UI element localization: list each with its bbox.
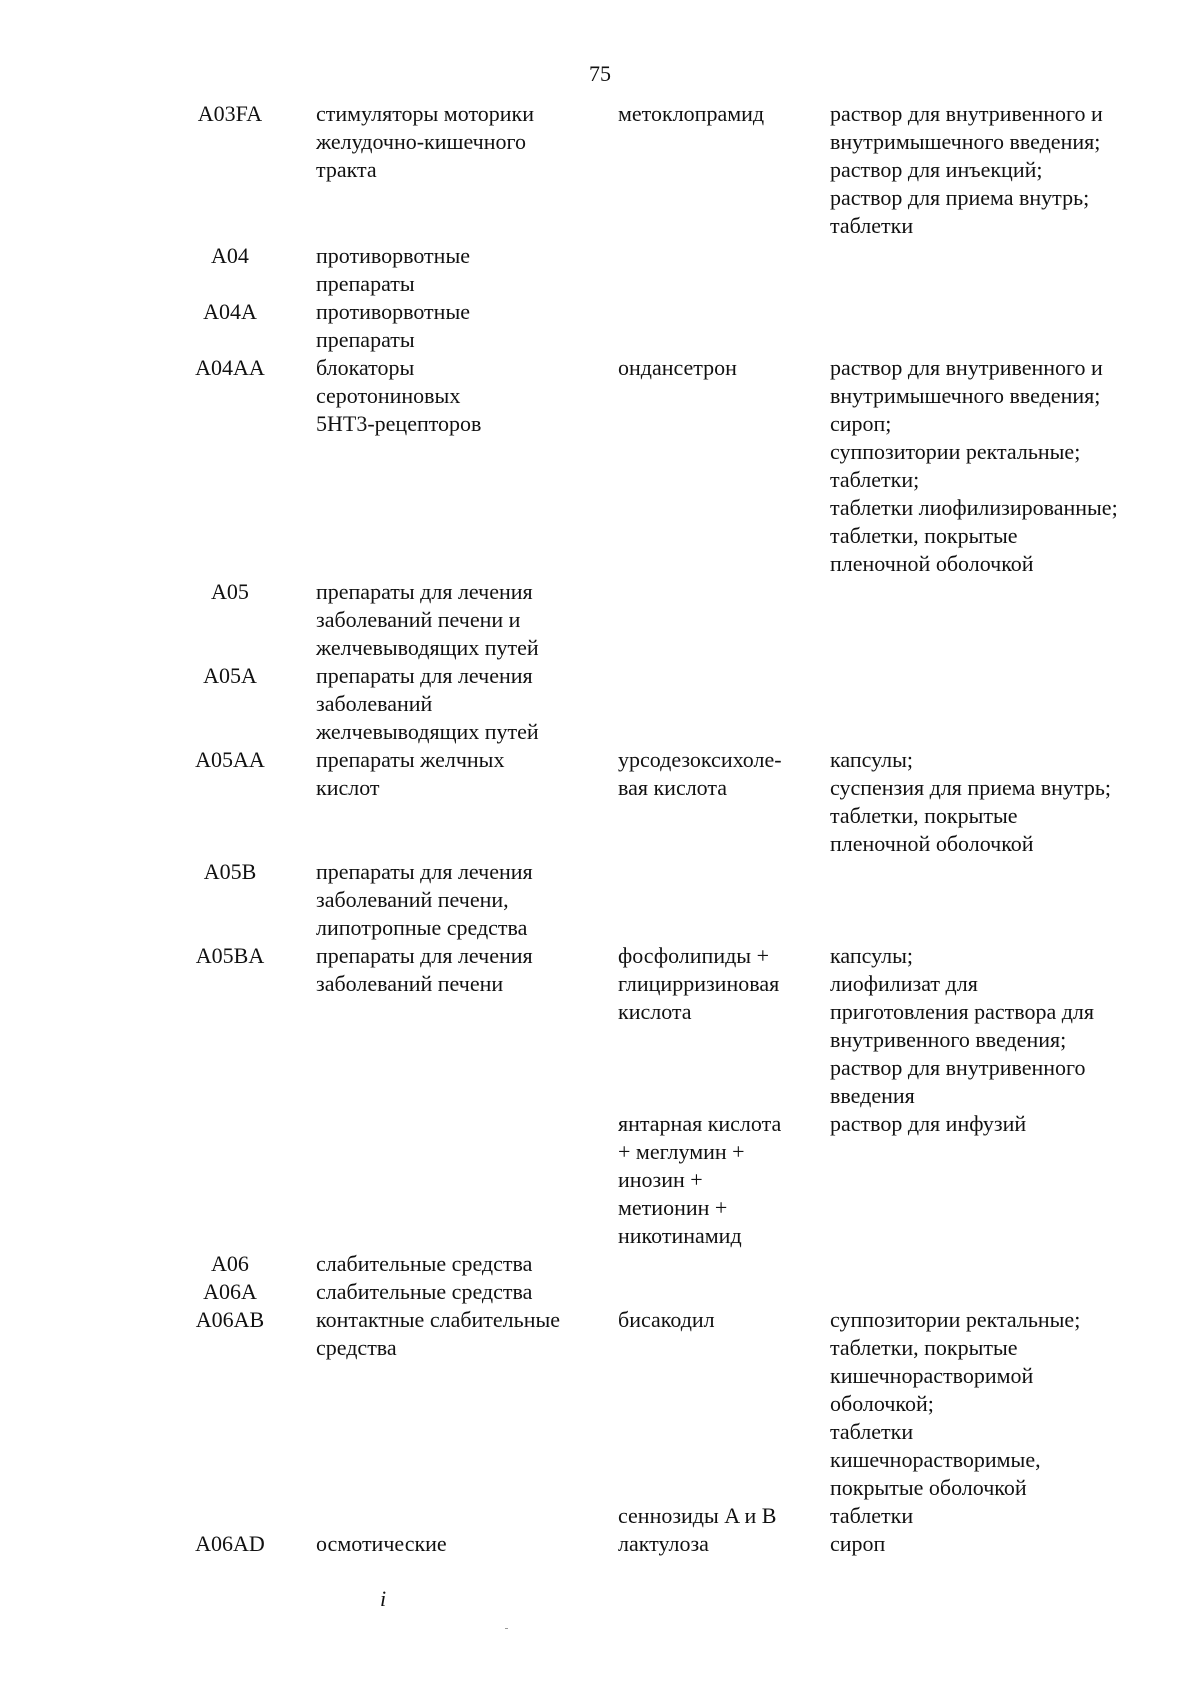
group-name: блокаторы серотониновых 5HT3-рецепторов — [316, 355, 482, 436]
drug-name: фосфолипиды + глицирризиновая кислота — [618, 943, 780, 1024]
atc-code: A04AA — [195, 355, 265, 380]
dosage-forms: капсулы; лиофилизат для приготовления раствора для внутривенного введения; раствор для внутривенного введения — [830, 943, 1094, 1108]
atc-code: A04A — [203, 299, 257, 324]
group-name: контактные слабительные средства — [316, 1307, 561, 1360]
atc-code: A03FA — [197, 101, 263, 126]
scan-speck — [505, 1628, 508, 1629]
page-number: 75 — [589, 61, 611, 86]
group-name: препараты для лечения заболеваний печени — [316, 943, 533, 996]
atc-code: A05BA — [195, 943, 265, 968]
dosage-forms: раствор для инфузий — [830, 1111, 1027, 1136]
atc-code: A05AA — [195, 747, 265, 772]
group-name: препараты для лечения заболеваний желчевыводящих путей — [316, 663, 539, 744]
drug-name: урсодезоксихоле- вая кислота — [618, 747, 782, 800]
group-name: слабительные средства — [316, 1251, 533, 1276]
group-name: препараты для лечения заболеваний печени и желчевыводящих путей — [316, 579, 539, 660]
group-name: противорвотные препараты — [316, 299, 470, 352]
dosage-forms: сироп — [830, 1531, 886, 1556]
dosage-forms: раствор для внутривенного и внутримышечного введения; раствор для инъекций; раствор для приема внутрь; таблетки — [830, 101, 1103, 238]
atc-code: A04 — [211, 243, 249, 268]
dosage-forms: суппозитории ректальные; таблетки, покрытые кишечнорастворимой оболочкой; таблетки кишечнорастворимые, покрытые оболочкой — [830, 1307, 1081, 1500]
drug-name: янтарная кислота + меглумин + инозин + метионин + никотинамид — [618, 1111, 782, 1248]
atc-code: A05B — [203, 859, 257, 884]
atc-code: A06AB — [195, 1307, 265, 1332]
group-name: препараты желчных кислот — [316, 747, 505, 800]
drug-name: ондансетрон — [618, 355, 737, 380]
drug-name: бисакодил — [618, 1307, 715, 1332]
atc-code: A05 — [211, 579, 249, 604]
atc-code: A05A — [203, 663, 257, 688]
atc-code: A06A — [203, 1279, 257, 1304]
atc-code: A06 — [211, 1251, 249, 1276]
drug-name: лактулоза — [618, 1531, 709, 1556]
group-name: осмотические — [316, 1531, 447, 1556]
dosage-forms: раствор для внутривенного и внутримышечного введения; сироп; суппозитории ректальные; таблетки; таблетки лиофилизированные; таблетки, покрытые пленочной оболочкой — [830, 355, 1118, 576]
group-name: противорвотные препараты — [316, 243, 470, 296]
drug-name: сеннозиды A и B — [618, 1503, 777, 1528]
stray-mark: i — [380, 1586, 387, 1611]
group-name: препараты для лечения заболеваний печени, липотропные средства — [316, 859, 533, 940]
atc-code: A06AD — [195, 1531, 265, 1556]
group-name: стимуляторы моторики желудочно-кишечного тракта — [316, 101, 535, 182]
dosage-forms: капсулы; суспензия для приема внутрь; таблетки, покрытые пленочной оболочкой — [830, 747, 1111, 856]
group-name: слабительные средства — [316, 1279, 533, 1304]
dosage-forms: таблетки — [830, 1503, 914, 1528]
drug-name: метоклопрамид — [618, 101, 765, 126]
